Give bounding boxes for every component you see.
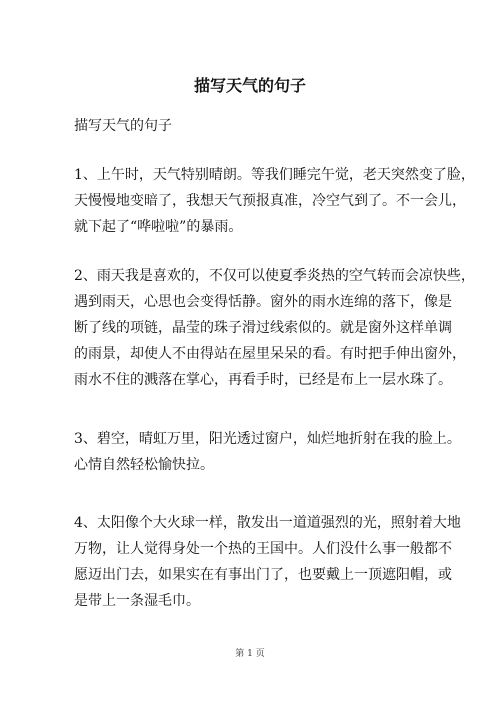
paragraph-line: 4、太阳像个大火球一样，散发出一道道强烈的光，照射着大地 — [74, 515, 461, 531]
paragraph-line: 的雨景，却使人不由得站在屋里呆呆的看。有时把手伸出窗外， — [74, 346, 466, 362]
paragraph-2 — [74, 263, 475, 393]
paragraph-line: 愿迈出门去，如果实在有事出门了，也要戴上一顶遮阳帽，或 — [74, 567, 452, 583]
paragraph-line: 天慢慢地变暗了，我想天气预报真准，冷空气到了。不一会儿， — [74, 193, 466, 209]
paragraph-line: 心情自然轻松愉快拉。 — [74, 457, 214, 473]
paragraph-line: 遇到雨天，心思也会变得恬静。窗外的雨水连绵的落下，像是 — [74, 294, 452, 310]
document-subtitle: 描写天气的句子 — [74, 118, 172, 134]
paragraph-line: 就下起了“哗啦啦”的暴雨。 — [74, 219, 243, 235]
paragraph-line: 是带上一条湿毛巾。 — [74, 593, 200, 609]
page-title: 描写天气的句子 — [193, 76, 306, 95]
paragraph-1 — [74, 162, 475, 240]
paragraph-line: 万物，让人觉得身处一个热的王国中。人们没什么事一般都不 — [74, 541, 452, 557]
paragraph-line: 1、上午时，天气特别晴朗。等我们睡完午觉，老天突然变了脸， — [74, 167, 475, 183]
paragraph-line: 雨水不住的溅落在掌心，再看手时，已经是布上一层水珠了。 — [74, 372, 452, 388]
paragraph-line: 2、雨天我是喜欢的，不仅可以使夏季炎热的空气转而会凉快些， — [74, 268, 475, 284]
paragraph-4 — [74, 510, 461, 614]
page-number: 第 1 页 — [235, 649, 265, 659]
paragraph-line: 断了线的项链，晶莹的珠子滑过线索似的。就是窗外这样单调 — [74, 320, 452, 336]
paragraph-3 — [74, 426, 461, 478]
paragraph-line: 3、碧空，晴虹万里，阳光透过窗户，灿烂地折射在我的脸上。 — [74, 431, 461, 447]
